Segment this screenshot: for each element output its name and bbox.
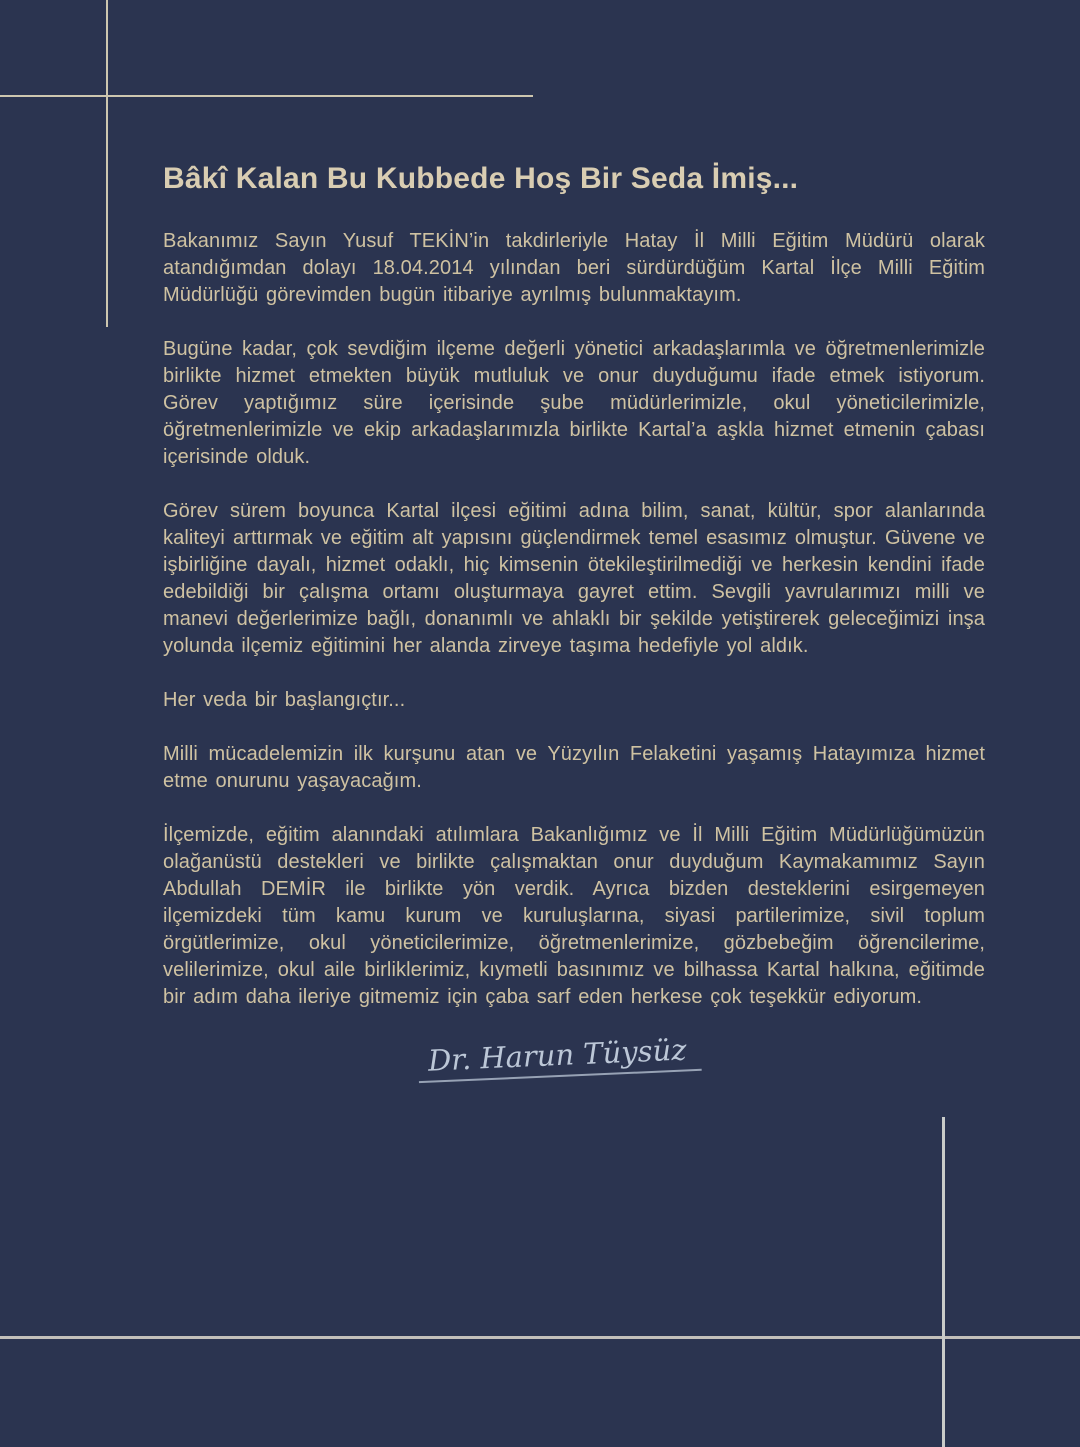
paragraph-farewell-motto: Her veda bir başlangıçtır... xyxy=(163,689,406,711)
paragraph-thanks: İlçemizde, eğitim alanındaki atılımlara Bakanlığımız ve İl Milli Eğitim Müdürlüğümüzün olağanüstü destekleri ve birlikte çalışmaktan onur duyduğum Kaymakamımız Sayın Abdullah DEMİR ile birlikte yön verdik. Ayrıca bizden desteklerini esirgemeyen ilçemizdeki tüm kamu kurum ve kuruluşlarına, siyasi partilerimize, sivil toplum örgütlerimize, okul yöneticilerimize, öğretmenlerimize, gözbebeğim öğrencilerime, velilerimize, okul aile birliklerimiz, kıymetli basınımız ve bilhassa Kartal halkına, eğitimde bir adım daha ileriye gitmemiz için çaba sarf eden herkese çok teşekkür ediyorum. xyxy=(163,824,985,1008)
paragraph-gratitude-service: Bugüne kadar, çok sevdiğim ilçeme değerli yönetici arkadaşlarımla ve öğretmenlerimizle birlikte hizmet etmekten büyük mutluluk ve onur duyduğumu ifade etmek istiyorum. Görev yaptığımız süre içerisinde şube müdürlerimizle, okul yöneticilerimizle, öğretmenlerimizle ve ekip arkadaşlarımızla birlikte Kartal’a aşkla hizmet etmenin çabası içerisinde olduk. xyxy=(163,338,985,468)
signature-handwriting: Dr. Harun Tüysüz xyxy=(417,1032,701,1083)
bottom-right-horizontal-rule xyxy=(0,1336,1080,1339)
bottom-right-vertical-rule xyxy=(942,1117,945,1447)
paragraph-hatay-service: Milli mücadelemizin ilk kurşunu atan ve Yüzyılın Felaketini yaşamış Hatayımıza hizmet etme onurunu yaşayacağım. xyxy=(163,743,985,792)
paragraph-appointment: Bakanımız Sayın Yusuf TEKİN’in takdirleriyle Hatay İl Milli Eğitim Müdürü olarak atandığımdan dolayı 18.04.2014 yılından beri sürdürdüğüm Kartal İlçe Milli Eğitim Müdürlüğü görevimden bugün itibariye ayrılmış bulunmaktayım. xyxy=(163,230,985,306)
top-left-vertical-rule xyxy=(106,0,108,327)
top-left-horizontal-rule xyxy=(0,95,533,97)
paragraph-achievements: Görev sürem boyunca Kartal ilçesi eğitimi adına bilim, sanat, kültür, spor alanlarında kaliteyi arttırmak ve eğitim alt yapısını güçlendirmek temel esasımız olmuştur. Güvene ve işbirliğine dayalı, hizmet odaklı, hiç kimsenin ötekileştirilmediği ve herkesin kendini ifade edebildiği bir çalışma ortamı oluşturmaya gayret ettim. Sevgili yavrularımızı milli ve manevi değerlerimize bağlı, donanımlı ve ahlaklı bir şekilde yetiştirerek geleceğimizi inşa yolunda ilçemiz eğitimini her alanda zirveye taşıma hedefiyle yol aldık. xyxy=(163,500,985,657)
letter-content xyxy=(163,158,985,1077)
letter-title: Bâkî Kalan Bu Kubbede Hoş Bir Seda İmiş... xyxy=(163,162,799,195)
signature-block xyxy=(163,1032,985,1078)
